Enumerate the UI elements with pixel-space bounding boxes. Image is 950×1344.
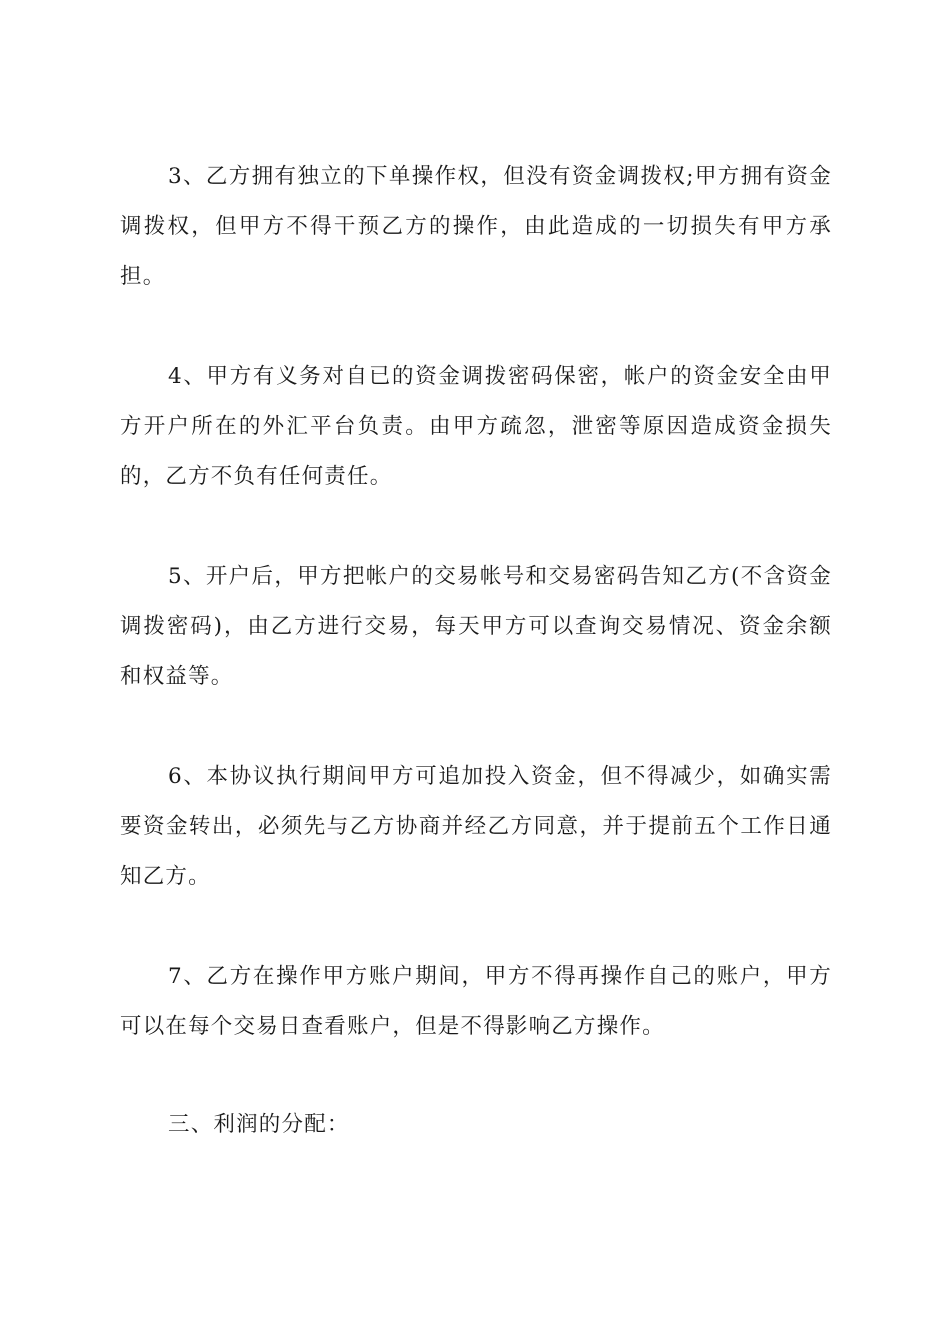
paragraph-clause-3: 3、乙方拥有独立的下单操作权，但没有资金调拨权;甲方拥有资金调拨权，但甲方不得干预乙方的操作，由此造成的一切损失有甲方承担。 (120, 164, 832, 289)
paragraph-clause-7: 7、乙方在操作甲方账户期间，甲方不得再操作自己的账户，甲方可以在每个交易日查看账户，但是不得影响乙方操作。 (120, 964, 832, 1039)
paragraph-clause-5: 5、开户后，甲方把帐户的交易帐号和交易密码告知乙方(不含资金调拨密码)，由乙方进行交易，每天甲方可以查询交易情况、资金余额和权益等。 (120, 564, 832, 689)
paragraph-clause-4: 4、甲方有义务对自已的资金调拨密码保密，帐户的资金安全由甲方开户所在的外汇平台负责。由甲方疏忽，泄密等原因造成资金损失的，乙方不负有任何责任。 (120, 364, 832, 489)
paragraph-clause-6: 6、本协议执行期间甲方可追加投入资金，但不得减少，如确实需要资金转出，必须先与乙方协商并经乙方同意，并于提前五个工作日通知乙方。 (120, 764, 832, 889)
section-heading-profit-distribution: 三、利润的分配： (168, 1112, 350, 1137)
